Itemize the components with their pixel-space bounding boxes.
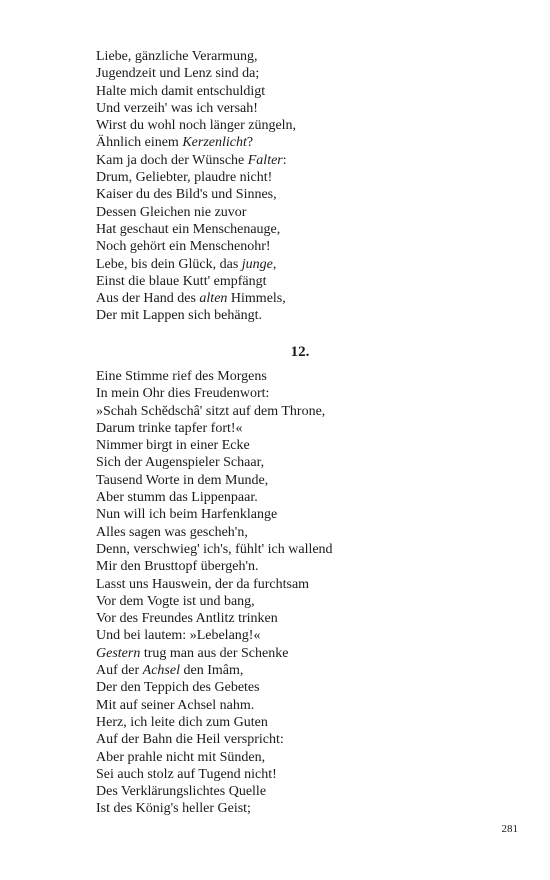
poem-line <box>96 204 296 221</box>
line-text: Nimmer birgt in einer Ecke <box>96 438 250 454</box>
poem-line <box>96 558 333 575</box>
poem-line <box>96 83 296 100</box>
line-text: Jugendzeit und Lenz sind da; <box>96 66 260 82</box>
poem-stanza-first <box>96 48 296 325</box>
poem-line <box>96 100 296 117</box>
line-text: Tausend Worte in dem Munde, <box>96 472 269 488</box>
poem-line <box>96 307 296 324</box>
poem-stanza-second <box>96 368 333 818</box>
line-text: Einst die blaue Kutt' empfängt <box>96 273 267 289</box>
line-text: Dessen Gleichen nie zuvor <box>96 204 247 220</box>
poem-line <box>96 472 333 489</box>
poem-line <box>96 627 333 644</box>
poem-line <box>96 800 333 817</box>
poem-line <box>96 117 296 134</box>
line-text: Sei auch stolz auf Tugend nicht! <box>96 766 277 782</box>
poem-line <box>96 256 296 273</box>
line-text: den Imâm, <box>179 663 244 679</box>
line-text: Eine Stimme rief des Morgens <box>96 369 267 384</box>
line-text: Der den Teppich des Gebetes <box>96 680 260 696</box>
line-text: Hat geschaut ein Menschenauge, <box>96 221 281 237</box>
line-text: Vor des Freundes Antlitz trinken <box>96 611 278 627</box>
emphasized-text: Gestern <box>96 645 141 661</box>
poem-line <box>96 576 333 593</box>
line-text: Herz, ich leite dich zum Guten <box>96 714 268 730</box>
line-text: Des Verklärungslichtes Quelle <box>96 784 267 800</box>
line-text: Darum trinke tapfer fort!« <box>96 420 243 436</box>
line-text: Nun will ich beim Harfenklange <box>96 507 278 523</box>
line-text: Denn, verschwieg' ich's, fühlt' ich wallend <box>96 541 333 557</box>
poem-line <box>96 489 333 506</box>
line-text: In mein Ohr dies Freudenwort: <box>96 386 270 402</box>
line-text: Der mit Lappen sich behängt. <box>96 308 263 324</box>
poem-line <box>96 714 333 731</box>
poem-line <box>96 593 333 610</box>
poem-line <box>96 437 333 454</box>
poem-line <box>96 506 333 523</box>
line-text: Liebe, gänzliche Verarmung, <box>96 49 258 64</box>
poem-line <box>96 273 296 290</box>
poem-line <box>96 238 296 255</box>
page-number: 281 <box>501 823 518 835</box>
poem-line <box>96 169 296 186</box>
poem-line <box>96 221 296 238</box>
poem-line <box>96 48 296 65</box>
line-text: ? <box>246 135 254 151</box>
poem-line <box>96 662 333 679</box>
poem-line <box>96 134 296 151</box>
line-text: Und verzeih' was ich versah! <box>96 100 258 116</box>
poem-line <box>96 152 296 169</box>
poem-line <box>96 645 333 662</box>
poem-line <box>96 610 333 627</box>
line-text: Ähnlich einem <box>96 135 183 151</box>
line-text: trug man aus der Schenke <box>140 645 289 661</box>
line-text: Auf der Bahn die Heil verspricht: <box>96 732 284 748</box>
line-text: Aber stumm das Lippenpaar. <box>96 490 258 506</box>
line-text: Kam ja doch der Wünsche <box>96 152 248 168</box>
poem-line <box>96 454 333 471</box>
line-text: Vor dem Vogte ist und bang, <box>96 593 255 609</box>
poem-line <box>96 186 296 203</box>
line-text: Kaiser du des Bild's und Sinnes, <box>96 187 277 203</box>
line-text: Lasst uns Hauswein, der da furchtsam <box>96 576 310 592</box>
line-text: Alles sagen was gescheh'n, <box>96 524 248 540</box>
line-text: Halte mich damit entschuldigt <box>96 83 266 99</box>
poem-line <box>96 420 333 437</box>
line-text: Ist des König's heller Geist; <box>96 801 251 817</box>
emphasized-text: Kerzenlicht <box>182 135 247 151</box>
line-text: Mit auf seiner Achsel nahm. <box>96 697 255 713</box>
emphasized-text: Falter <box>247 152 283 168</box>
poem-line <box>96 697 333 714</box>
emphasized-text: Achsel <box>142 663 180 679</box>
line-text: »Schah Schĕdschâ' sitzt auf dem Throne, <box>96 403 326 419</box>
line-text: : <box>282 152 287 168</box>
line-text: Aus der Hand des <box>96 291 200 307</box>
poem-line <box>96 749 333 766</box>
poem-line <box>96 368 333 385</box>
line-text: Und bei lautem: »Lebelang!« <box>96 628 261 644</box>
poem-line <box>96 731 333 748</box>
line-text: Sich der Augenspieler Schaar, <box>96 455 265 471</box>
poem-line <box>96 679 333 696</box>
line-text: Mir den Brusttopf übergeh'n. <box>96 559 259 575</box>
section-heading: 12. <box>290 344 310 360</box>
line-text: Wirst du wohl noch länger züngeln, <box>96 118 297 134</box>
line-text: Auf der <box>96 663 143 679</box>
line-text: Aber prahle nicht mit Sünden, <box>96 749 266 765</box>
poem-line <box>96 766 333 783</box>
poem-line <box>96 385 333 402</box>
line-text: Lebe, bis dein Glück, das <box>96 256 242 272</box>
poem-line <box>96 290 296 307</box>
line-text: Himmels, <box>227 291 286 307</box>
poem-line <box>96 524 333 541</box>
line-text: , <box>272 256 277 272</box>
poem-line <box>96 783 333 800</box>
emphasized-text: alten <box>199 291 228 307</box>
line-text: Drum, Geliebter, plaudre nicht! <box>96 170 273 186</box>
emphasized-text: junge <box>241 256 273 272</box>
line-text: Noch gehört ein Menschenohr! <box>96 239 271 255</box>
poem-line <box>96 65 296 82</box>
poem-line <box>96 541 333 558</box>
poem-line <box>96 403 333 420</box>
